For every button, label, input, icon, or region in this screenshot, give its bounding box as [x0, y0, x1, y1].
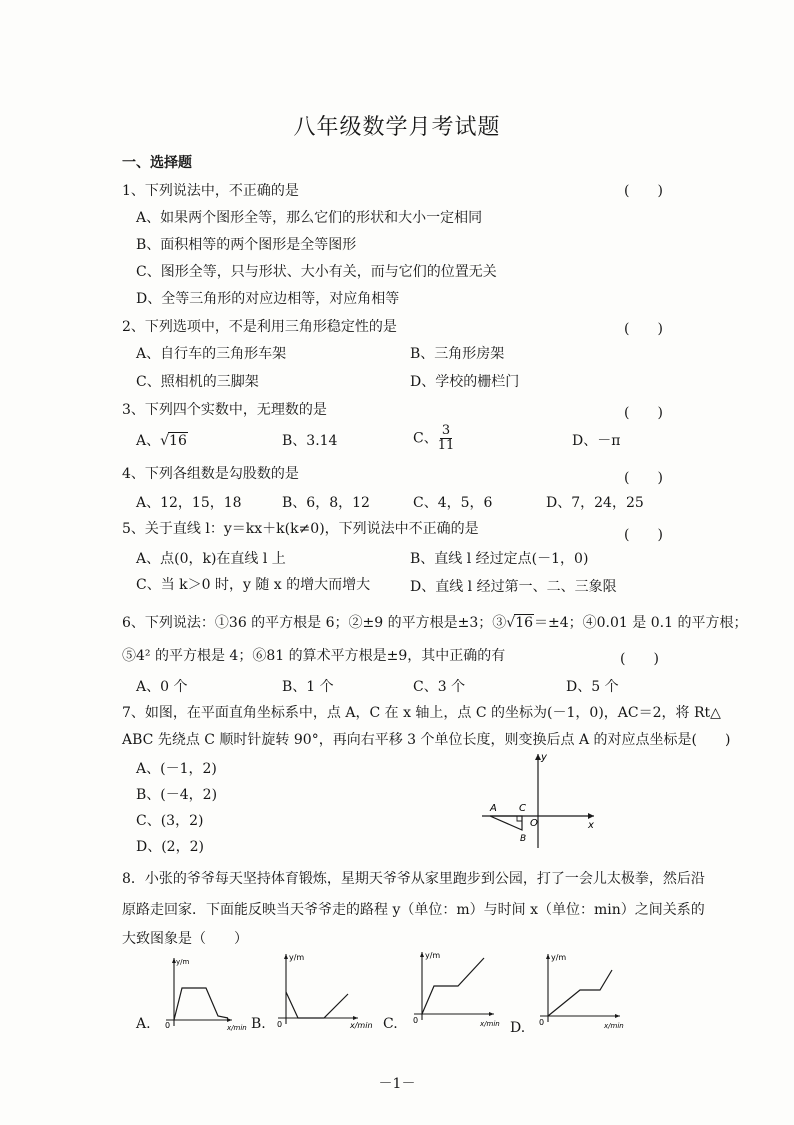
q7-line-2: ABC 先绕点 C 顺时针旋转 90°，再向右平移 3 个单位长度，则变换后点 A 的对应点坐标是( ) — [122, 732, 731, 748]
section-heading: 一、选择题 — [122, 155, 192, 171]
q8-graph-c-curve — [422, 958, 484, 1014]
q8-graph-b-x-arrow — [353, 1016, 358, 1020]
q5-answer-blank: ( ) — [624, 527, 663, 543]
q6-line-2: ⑤4² 的平方根是 4；⑥81 的算术平方根是±9，其中正确的有 — [122, 648, 506, 664]
q3-option-d: D、－π — [572, 433, 621, 449]
q4-option-b: B、6，8，12 — [282, 495, 370, 511]
q8-graph-c-origin: 0 — [413, 1016, 419, 1025]
q3-answer-blank: ( ) — [624, 405, 663, 421]
page-number: －1－ — [378, 1076, 416, 1092]
q8-graph-a-ylabel: y/m — [176, 958, 190, 966]
q4-option-c: C、4，5，6 — [413, 495, 493, 511]
q2-option-c: C、照相机的三脚架 — [136, 374, 259, 390]
q6-line-1-part-2: ＝±4；④0.01 是 0.1 的平方根； — [534, 615, 748, 631]
q8-graph-b — [268, 948, 380, 1034]
q2-option-b: B、三角形房架 — [410, 346, 505, 362]
q5-option-b: B、直线 l 经过定点(－1，0) — [410, 551, 589, 567]
q4-stem: 4、下列各组数是勾股数的是 — [122, 466, 299, 482]
q2-answer-blank: ( ) — [624, 321, 663, 337]
q7-label-y: y — [541, 752, 547, 763]
q1-option-b: B、面积相等的两个图形是全等图形 — [136, 237, 357, 253]
q8-graph-d-ylabel: y/m — [551, 953, 567, 962]
exam-title: 八年级数学月考试题 — [293, 115, 501, 140]
q8-line-3: 大致图象是（ ） — [122, 931, 248, 947]
q3-fraction-denominator: 11 — [437, 438, 455, 453]
q7-right-angle-mark — [517, 816, 522, 821]
q8-graph-c-x-arrow — [489, 1012, 494, 1016]
q6-answer-blank: ( ) — [620, 651, 659, 667]
q8-graph-b-xlabel: x/min — [350, 1021, 373, 1030]
q4-option-a: A、12，15，18 — [136, 495, 242, 511]
q8-graph-d — [530, 948, 640, 1034]
q8-graph-b-origin: 0 — [277, 1020, 283, 1029]
q1-answer-blank: ( ) — [624, 183, 663, 199]
q1-stem: 1、下列说法中，不正确的是 — [122, 183, 299, 199]
q4-answer-blank: ( ) — [624, 470, 663, 486]
q7-x-arrow — [588, 813, 594, 819]
q8-graph-a — [156, 952, 252, 1034]
q2-option-d: D、学校的栅栏门 — [410, 374, 520, 390]
q1-option-a: A、如果两个图形全等，那么它们的形状和大小一定相同 — [136, 210, 483, 226]
q2-stem: 2、下列选项中，不是利用三角形稳定性的是 — [122, 319, 397, 335]
q3-option-c — [413, 424, 454, 453]
q8-graph-c — [400, 946, 510, 1032]
q8-option-b-label: B. — [251, 1016, 266, 1032]
q2-option-a: A、自行车的三角形车架 — [136, 346, 287, 362]
q8-graph-d-y-arrow — [546, 954, 550, 959]
q8-option-c-label: C. — [383, 1016, 398, 1032]
q8-graph-b-curve — [286, 992, 348, 1018]
q7-option-d: D、(2，2) — [136, 839, 204, 855]
q8-option-a-label: A. — [136, 1016, 151, 1032]
q8-line-2: 原路走回家．下面能反映当天爷爷走的路程 y（单位：m）与时间 x（单位：min）之间关系的 — [122, 902, 705, 918]
q8-graph-a-x-arrow — [227, 1018, 232, 1022]
q6-line-1-part-1: 6、下列说法：①36 的平方根是 6；②±9 的平方根是±3；③ — [122, 615, 507, 631]
q7-option-a: A、(－1，2) — [136, 761, 217, 777]
q3-option-b: B、3.14 — [282, 433, 338, 449]
q8-graph-b-y-arrow — [284, 954, 288, 959]
q7-label-x: x — [588, 820, 594, 831]
q1-option-c: C、图形全等，只与形状、大小有关，而与它们的位置无关 — [136, 264, 497, 280]
q3-option-c-prefix: C、 — [413, 430, 438, 447]
q6-radicand: 16 — [515, 615, 534, 631]
q7-label-o: O — [530, 818, 538, 829]
q7-coordinate-figure — [476, 748, 606, 858]
q6-line-1: 6、下列说法：①36 的平方根是 6；②±9 的平方根是±3；③√16＝±4；④0.01 是 0.1 的平方根； — [122, 615, 748, 631]
q6-option-a: A、0 个 — [136, 679, 188, 695]
q6-option-c: C、3 个 — [413, 679, 466, 695]
q3-fraction-numerator: 3 — [441, 423, 451, 438]
q8-graph-d-curve — [548, 970, 612, 1016]
q3-option-a: A、√16 — [136, 433, 187, 449]
q8-graph-c-ylabel: y/m — [425, 951, 441, 960]
q7-label-a: A — [490, 803, 497, 814]
q6-option-b: B、1 个 — [282, 679, 334, 695]
q5-stem: 5、关于直线 l：y＝kx＋k(k≠0)，下列说法中不正确的是 — [122, 521, 479, 537]
q1-option-d: D、全等三角形的对应边相等，对应角相等 — [136, 291, 400, 307]
q3-stem: 3、下列四个实数中，无理数的是 — [122, 402, 327, 418]
q7-label-c: C — [519, 803, 526, 814]
q8-graph-b-ylabel: y/m — [289, 953, 305, 962]
q8-graph-a-xlabel: x/min — [227, 1024, 247, 1032]
q8-option-d-label: D. — [510, 1020, 526, 1036]
q3-option-a-prefix: A、 — [136, 433, 161, 449]
q8-graph-a-curve — [174, 988, 228, 1020]
q8-graph-c-y-arrow — [420, 952, 424, 957]
q3-option-a-radicand: 16 — [169, 433, 187, 449]
q8-graph-a-origin: 0 — [165, 1021, 171, 1030]
q8-graph-c-xlabel: x/min — [480, 1020, 500, 1028]
q7-label-b: B — [520, 834, 527, 844]
q7-line-1: 7、如图，在平面直角坐标系中，点 A，C 在 x 轴上，点 C 的坐标为(－1，0)，AC＝2，将 Rt△ — [122, 705, 721, 721]
q5-option-a: A、点(0，k)在直线 l 上 — [136, 551, 286, 567]
q8-graph-d-origin: 0 — [539, 1018, 545, 1027]
q8-graph-d-xlabel: x/min — [604, 1022, 624, 1030]
q8-line-1: 8．小张的爷爷每天坚持体育锻炼，星期天爷爷从家里跑步到公园，打了一会儿太极拳，然后沿 — [122, 871, 705, 887]
q4-option-d: D、7，24，25 — [546, 495, 644, 511]
q5-option-d: D、直线 l 经过第一、二、三象限 — [410, 579, 617, 595]
q3-fraction — [438, 424, 455, 453]
q6-option-d: D、5 个 — [566, 679, 619, 695]
q7-option-b: B、(－4，2) — [136, 787, 218, 803]
q8-graph-d-x-arrow — [615, 1014, 620, 1018]
q5-option-c: C、当 k＞0 时，y 随 x 的增大而增大 — [136, 577, 371, 593]
q7-option-c: C、(3，2) — [136, 813, 204, 829]
